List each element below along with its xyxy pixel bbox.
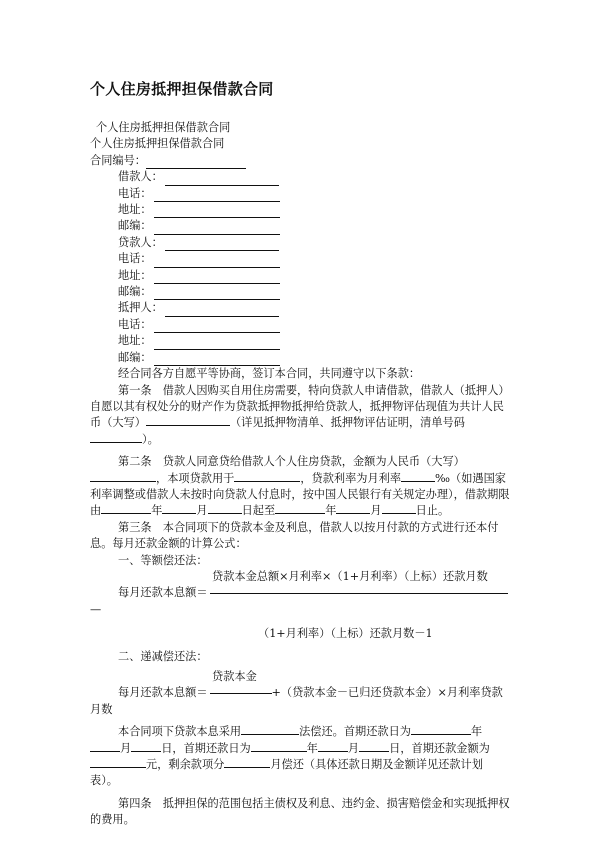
document-title: 个人住房抵押担保借款合同 xyxy=(90,80,274,98)
article-1 xyxy=(90,383,510,449)
end-day-blank xyxy=(382,503,416,514)
field-label: 抵押人： xyxy=(118,301,163,315)
field-label: 邮编： xyxy=(118,285,152,299)
article-3: 第三条 本合同项下的贷款本金及利息，借款人以按月付款的方式进行还本付息。每月还款金额的计算公式： xyxy=(90,520,499,551)
field-blank xyxy=(165,175,279,186)
field-blank xyxy=(154,355,280,366)
end-month-blank xyxy=(336,503,370,514)
field-label: 借款人： xyxy=(118,170,163,184)
contract-number-blank xyxy=(146,158,246,169)
year-label: 年 xyxy=(151,504,163,518)
month-label: 月 xyxy=(370,504,382,518)
formula-1-denominator: （1+月利率）（上标）还款月数－1 xyxy=(258,627,433,641)
repayment-paragraph xyxy=(90,724,510,790)
second-day-blank xyxy=(359,741,389,752)
method-blank xyxy=(241,724,299,735)
year-label: 年 xyxy=(470,725,483,739)
field-blank xyxy=(154,207,280,218)
field-blank xyxy=(165,240,279,251)
end-year-blank xyxy=(275,503,325,514)
yuan-text: 元，剩余款项分 xyxy=(146,758,225,772)
field-label: 地址： xyxy=(118,268,152,282)
start-day-blank xyxy=(208,503,242,514)
interest-rate-blank xyxy=(401,471,435,482)
article-2-text-c: ，贷款利率为月利率 xyxy=(300,471,402,485)
contract-number-row xyxy=(90,153,510,169)
fraction-bar xyxy=(210,593,508,594)
field-label: 地址： xyxy=(118,203,152,217)
field-blank xyxy=(154,224,280,235)
field-blank xyxy=(154,339,280,350)
field-label: 邮编： xyxy=(118,350,152,364)
formula-1-dash: — xyxy=(90,602,102,616)
field-blank xyxy=(154,322,280,333)
article-2 xyxy=(90,454,510,520)
article-2-text-a: 第二条 贷款人同意贷给借款人个人住房贷款，金额为人民币（大写） xyxy=(118,455,465,469)
subtitle-line-1: 个人住房抵押担保借款合同 xyxy=(96,121,231,134)
day-label: 日止。 xyxy=(415,504,450,518)
formula-1-row xyxy=(90,585,510,601)
field-label: 电话： xyxy=(118,317,152,331)
repayment-amount-text: 日，首期还款金额为 xyxy=(389,741,490,755)
remaining-months-blank xyxy=(224,757,270,768)
field-blank xyxy=(154,257,280,268)
start-month-blank xyxy=(162,503,196,514)
field-label: 电话： xyxy=(118,252,152,266)
formula-2-numerator: 贷款本金 xyxy=(212,670,257,683)
month-label: 月 xyxy=(196,504,208,518)
field-label: 电话： xyxy=(118,186,152,200)
mortgagor-phone-row xyxy=(90,317,510,333)
amount-blank xyxy=(146,415,230,426)
borrower-phone-row xyxy=(90,186,510,202)
start-year-blank xyxy=(101,503,151,514)
article-2-text-d: ‰（如遇国家利率调整或借款人未按时向贷款人付息时，按中国人民银行有关规定办理），借款期限由 xyxy=(90,471,510,518)
loan-amount-blank xyxy=(90,471,156,482)
field-blank xyxy=(154,191,280,202)
method-1-heading: 一、等额偿还法： xyxy=(118,553,208,567)
lender-postcode-row xyxy=(90,284,510,300)
formula-1-numerator: 贷款本金总额×月利率×（1+月利率）（上标）还款月数 xyxy=(212,569,488,583)
repayment-text-c: 月偿还（具体还款日期及金额详见还款计划表）。 xyxy=(90,758,483,788)
formula-1-label: 每月还款本息额＝ xyxy=(118,586,208,600)
article-1-text-b: （详见抵押物清单、抵押物评估证明，清单号码 xyxy=(229,416,465,430)
field-blank xyxy=(165,306,279,317)
borrower-postcode-row xyxy=(90,218,510,234)
field-label: 贷款人： xyxy=(118,235,163,249)
year-label: 年 xyxy=(325,504,337,518)
second-month-blank xyxy=(318,741,348,752)
article-1-text-c: ）。 xyxy=(142,432,159,446)
borrower-address-row xyxy=(90,202,510,218)
repayment-day-text: 日，首期还款日为 xyxy=(161,741,251,755)
list-number-blank xyxy=(90,432,142,443)
lender-row xyxy=(90,235,510,251)
field-label: 地址： xyxy=(118,334,152,348)
month-label: 月 xyxy=(120,741,132,755)
first-amount-blank xyxy=(90,757,146,768)
article-4: 第四条 抵押担保的范围包括主债权及利息、违约金、损害赔偿金和实现抵押权的费用。 xyxy=(90,796,510,827)
loan-purpose-blank xyxy=(234,471,300,482)
field-blank xyxy=(154,289,280,300)
month-label: 月 xyxy=(347,741,360,755)
method-2-heading: 二、递减偿还法： xyxy=(118,649,208,663)
field-label: 邮编： xyxy=(118,219,152,233)
lender-phone-row xyxy=(90,251,510,267)
intro-paragraph: 经合同各方自愿平等协商，签订本合同，共同遵守以下条款： xyxy=(118,367,421,381)
mortgagor-address-row xyxy=(90,333,510,349)
article-2-text-b: ，本项贷款用于 xyxy=(156,471,235,485)
repayment-text-a: 本合同项下贷款本息采用 xyxy=(118,725,242,739)
document-body xyxy=(90,120,510,829)
borrower-row xyxy=(90,169,510,185)
second-year-blank xyxy=(251,741,307,752)
subtitle-line-2: 个人住房抵押担保借款合同 xyxy=(90,137,225,151)
contract-number-label: 合同编号： xyxy=(90,153,146,167)
year-label: 年 xyxy=(306,741,318,755)
article-1-text-a: 第一条 借款人因购买自用住房需要，特向贷款人申请借款，借款人（抵押人）自愿以其有权处分的财产作为贷款抵押物抵押给贷款人，抵押物评估现值为共计人民币（大写） xyxy=(90,383,510,430)
repayment-text-b: 法偿还。首期还款日为 xyxy=(299,725,411,739)
field-blank xyxy=(154,273,280,284)
formula-2-row xyxy=(90,685,510,718)
party-fields xyxy=(90,169,510,366)
lender-address-row xyxy=(90,268,510,284)
formula-2-rest: +（贷款本金－已归还贷款本金）×月利率贷款月数 xyxy=(90,686,503,716)
mortgagor-row xyxy=(90,300,510,316)
day-label: 日起至 xyxy=(241,504,276,518)
mortgagor-postcode-row xyxy=(90,350,510,366)
fraction-bar xyxy=(210,693,272,694)
formula-2-label: 每月还款本息额＝ xyxy=(118,686,208,700)
first-day-blank xyxy=(131,741,161,752)
first-year-blank xyxy=(411,724,471,735)
first-month-blank xyxy=(90,741,120,752)
